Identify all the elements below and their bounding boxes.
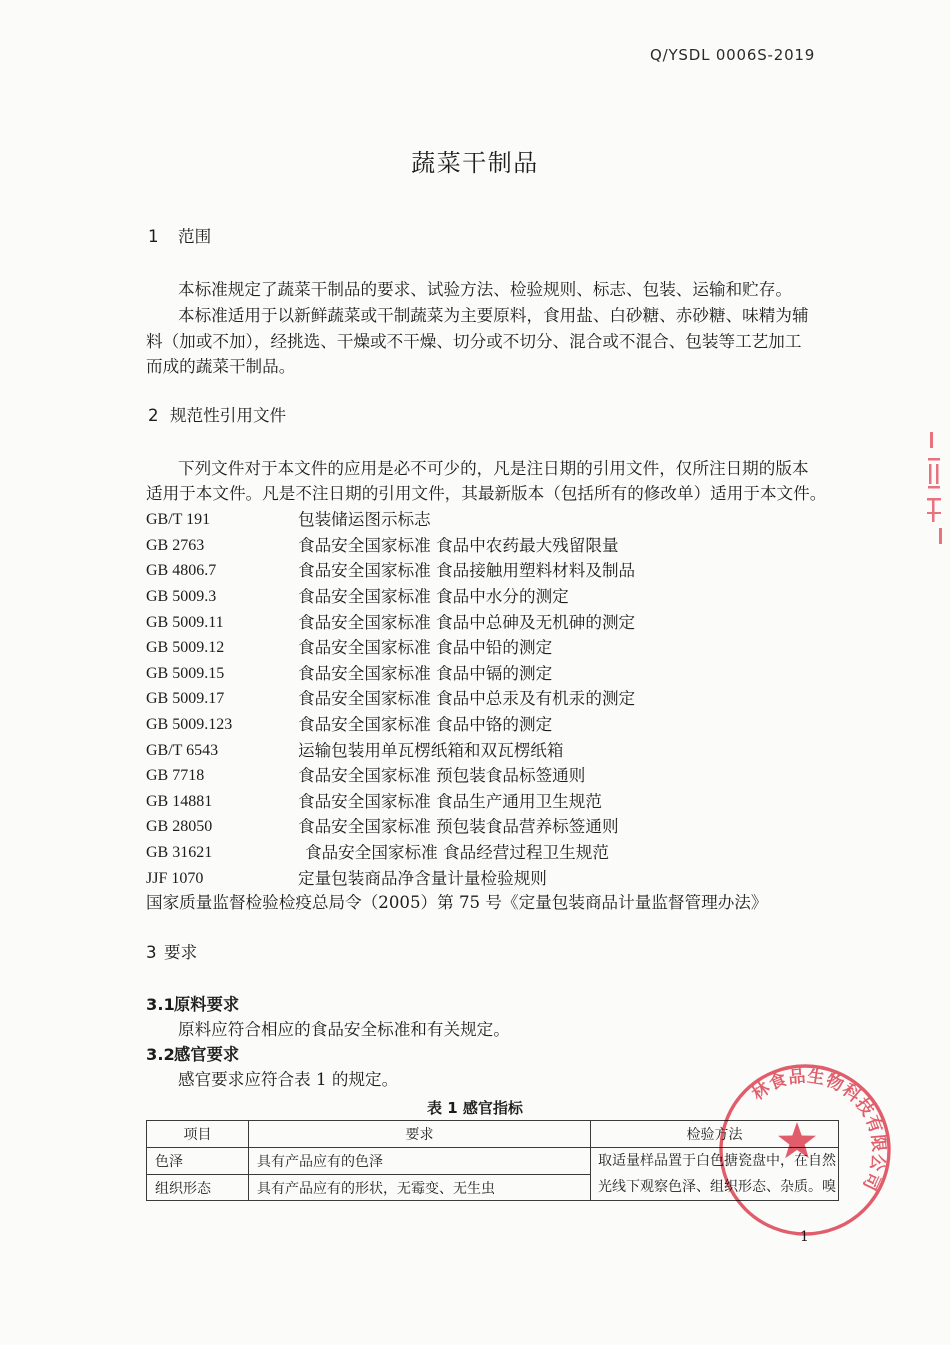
section-2-line: 适用于本文件。凡是不注日期的引用文件，其最新版本（包括所有的修改单）适用于本文件。: [146, 484, 827, 503]
reference-item: [146, 584, 846, 610]
table-cell-requirement: 具有产品应有的形状，无霉变、无生虫: [249, 1175, 591, 1201]
reference-item: [146, 533, 846, 559]
reference-item: [146, 789, 846, 815]
reference-title: 食品安全国家标准 食品生产通用卫生规范: [298, 791, 602, 811]
reference-code: GB 28050: [146, 818, 213, 836]
reference-item: [146, 558, 846, 584]
seal-lettering: [748, 1066, 889, 1194]
reference-code: GB 5009.15: [146, 664, 225, 682]
reference-item: [146, 635, 846, 661]
reference-title: 食品安全国家标准 食品中水分的测定: [298, 586, 569, 606]
document-code: Q/YSDL 0006S-2019: [650, 46, 816, 64]
reference-item: [146, 712, 846, 738]
reference-item: [146, 661, 846, 687]
reference-item: [146, 814, 846, 840]
section-1-line: 本标准适用于以新鲜蔬菜或干制蔬菜为主要原料，食用盐、白砂糖、赤砂糖、味精为辅: [178, 306, 809, 325]
section-3-1-number: 3.1: [146, 995, 175, 1014]
reference-title: 包装储运图示标志: [298, 510, 431, 530]
reference-code: JJF 1070: [146, 869, 204, 887]
table-cell-item: 组织形态: [147, 1175, 249, 1201]
section-3-2-text: 感官要求应符合表 1 的规定。: [178, 1070, 399, 1089]
reference-item: [146, 763, 846, 789]
table-cell-requirement: 具有产品应有的色泽: [249, 1148, 591, 1175]
section-3-2-heading: 感官要求: [174, 1045, 240, 1064]
section-1-line: 本标准规定了蔬菜干制品的要求、试验方法、检验规则、标志、包装、运输和贮存。: [178, 280, 792, 299]
document-title: 蔬菜干制品: [411, 149, 539, 177]
reference-title: 食品安全国家标准 食品接触用塑料材料及制品: [298, 561, 636, 581]
reference-code: GB/T 6543: [146, 741, 219, 759]
section-2-heading: 规范性引用文件: [170, 406, 287, 425]
reference-code: GB 5009.123: [146, 715, 233, 733]
reference-code: GB/T 191: [146, 511, 211, 529]
reference-title: 食品安全国家标准 预包装食品标签通则: [298, 766, 586, 786]
section-1-line: 而成的蔬菜干制品。: [146, 357, 296, 376]
reference-title: 食品安全国家标准 食品经营过程卫生规范: [305, 842, 609, 862]
reference-code: GB 5009.17: [146, 690, 225, 708]
reference-title: 食品安全国家标准 食品中镉的测定: [298, 663, 553, 683]
reference-code: GB 31621: [146, 843, 213, 861]
seal-text: 林食品生物科技有限公司: [748, 1066, 889, 1194]
section-3-1-heading: 原料要求: [174, 995, 240, 1014]
reference-title: 定量包装商品净含量计量检验规则: [298, 868, 547, 888]
section-3-number: 3: [146, 943, 157, 962]
reference-item: [146, 738, 846, 764]
reference-item: [146, 507, 846, 533]
section-3-heading: 要求: [164, 943, 198, 962]
seam-stamp-mark: [924, 428, 946, 548]
section-1-heading: 范围: [178, 227, 212, 246]
reference-title: 食品安全国家标准 食品中农药最大残留限量: [298, 535, 619, 555]
reference-item: [146, 686, 846, 712]
table-caption: 表 1 感官指标: [427, 1099, 523, 1117]
section-2-line: 下列文件对于本文件的应用是必不可少的，凡是注日期的引用文件，仅所注日期的版本: [178, 459, 809, 478]
reference-code: GB 5009.3: [146, 587, 217, 605]
reference-list: [146, 507, 846, 891]
seal-star-icon: [778, 1122, 816, 1158]
reference-title: 食品安全国家标准 食品中铬的测定: [298, 714, 553, 734]
reference-item: [146, 866, 846, 892]
section-1-line: 料（加或不加），经挑选、干燥或不干燥、切分或不切分、混合或不混合、包装等工艺加工: [146, 332, 802, 351]
table-header-method: 检验方法: [591, 1121, 839, 1148]
reference-title: 运输包装用单瓦楞纸箱和双瓦楞纸箱: [298, 740, 564, 760]
table-header-requirement: 要求: [249, 1121, 591, 1148]
decree-reference: 国家质量监督检验检疫总局令（2005）第 75 号《定量包装商品计量监督管理办法》: [146, 893, 768, 912]
reference-code: GB 5009.12: [146, 639, 225, 657]
reference-code: GB 4806.7: [146, 562, 217, 580]
section-3-2-number: 3.2: [146, 1045, 175, 1064]
section-2-number: 2: [148, 406, 159, 425]
reference-title: 食品安全国家标准 食品中总汞及有机汞的测定: [298, 689, 636, 709]
reference-item: [146, 610, 846, 636]
reference-code: GB 2763: [146, 536, 205, 554]
reference-title: 食品安全国家标准 食品中铅的测定: [298, 638, 553, 658]
reference-code: GB 5009.11: [146, 613, 224, 631]
page-number: 1: [800, 1229, 809, 1245]
method-line: 取适量样品置于白色搪瓷盘中，在自然: [598, 1153, 836, 1169]
table-cell-item: 色泽: [147, 1148, 249, 1175]
method-line: 光线下观察色泽、组织形态、杂质。嗅: [598, 1179, 836, 1195]
reference-item: [146, 840, 846, 866]
reference-title: 食品安全国家标准 预包装食品营养标签通则: [298, 817, 619, 837]
company-seal: [715, 1060, 895, 1240]
reference-title: 食品安全国家标准 食品中总砷及无机砷的测定: [298, 612, 636, 632]
section-3-1-text: 原料应符合相应的食品安全标准和有关规定。: [178, 1020, 510, 1039]
table-header-item: 项目: [147, 1121, 249, 1148]
reference-code: GB 14881: [146, 792, 213, 810]
reference-code: GB 7718: [146, 767, 205, 785]
section-1-number: 1: [148, 227, 159, 246]
